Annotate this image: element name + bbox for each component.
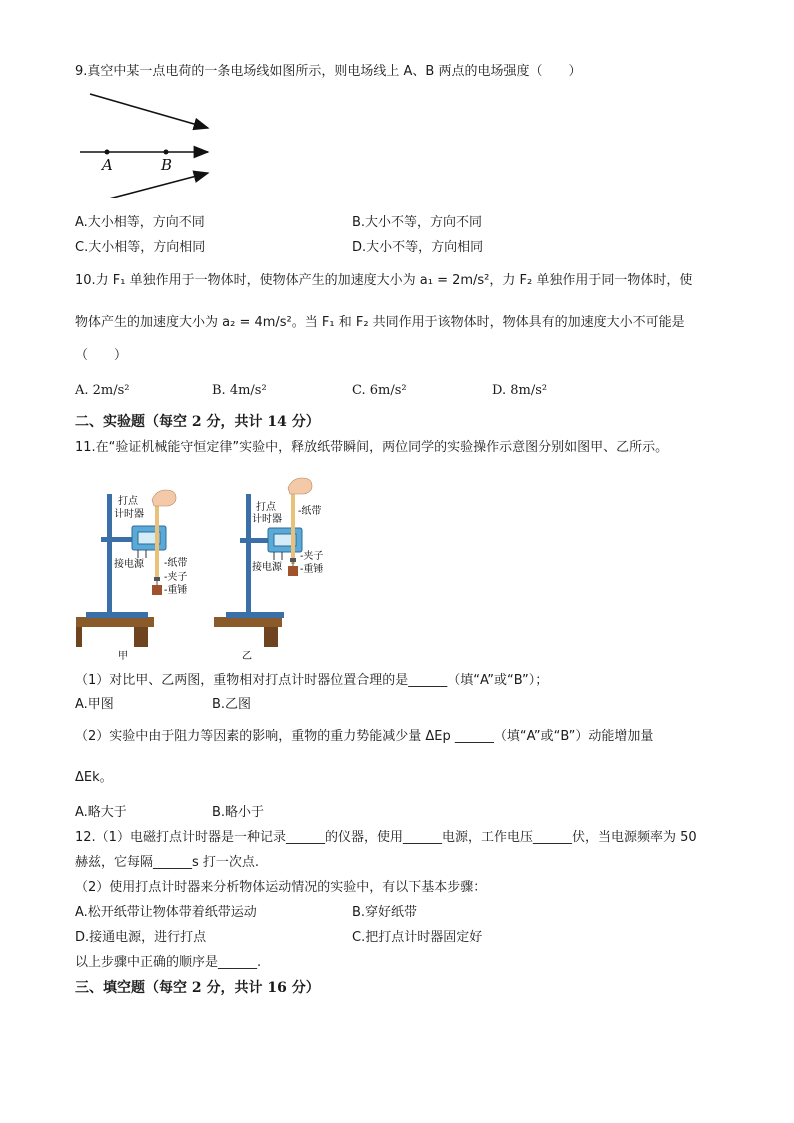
- q11-stem: 11.在“验证机械能守恒定律”实验中，释放纸带瞬间，两位同学的实验操作示意图分别如图甲、乙所示。: [75, 440, 669, 455]
- label-timer-line2: 计时器: [252, 514, 282, 525]
- q11-part2-line1: （2）实验中由于阻力等因素的影响，重物的重力势能减少量 ΔEp ______（填“A”或“B”）动能增加量: [75, 729, 654, 744]
- q11-part1: （1）对比甲、乙两图，重物相对打点计时器位置合理的是______（填“A”或“B”）；: [75, 673, 549, 688]
- label-tape: -纸带: [164, 558, 188, 569]
- q12-order: 以上步骤中正确的顺序是______.: [75, 955, 262, 970]
- q10-line1: 10.力 F₁ 单独作用于一物体时，使物体产生的加速度大小为 a₁ = 2m/s²，力 F₂ 单独作用于同一物体时，使: [75, 273, 693, 288]
- q12-part2: （2）使用打点计时器来分析物体运动情况的实验中，有以下基本步骤：: [75, 880, 487, 895]
- paper-tape: [291, 484, 295, 564]
- weight-block: [288, 566, 298, 576]
- q12-step-d: D.接通电源，进行打点: [75, 930, 207, 945]
- q10-option-b: B. 4m/s²: [212, 383, 267, 398]
- q9-option-c: C.大小相等，方向相同: [75, 240, 206, 255]
- caption-yi: 乙: [242, 651, 252, 662]
- q10-line3: （ ）: [75, 348, 128, 363]
- stand-pole: [107, 494, 112, 614]
- q10-option-c: C. 6m/s²: [352, 383, 407, 398]
- point-a-label: A: [102, 156, 113, 174]
- label-timer-line1: 打点: [118, 496, 138, 507]
- q9-option-b: B.大小不等，方向不同: [352, 215, 483, 230]
- weight-block: [152, 585, 162, 595]
- q11-part2-option-a: A.略大于: [75, 805, 127, 820]
- paper-tape: [155, 497, 159, 577]
- q11-part2-option-b: B.略小于: [212, 805, 265, 820]
- q9-stem: 9.真空中某一点电荷的一条电场线如图所示，则电场线上 A、B 两点的电场强度（ ）: [75, 64, 582, 79]
- table-leg: [134, 627, 148, 647]
- label-clip: -夹子: [164, 572, 188, 583]
- apparatus-figure-jia: [74, 482, 204, 662]
- stand-base: [86, 612, 148, 618]
- q10-line2: 物体产生的加速度大小为 a₂ = 4m/s²。当 F₁ 和 F₂ 共同作用于该物体时，物体具有的加速度大小不可能是: [75, 315, 685, 330]
- q12-step-c: C.把打点计时器固定好: [352, 930, 483, 945]
- field-line-upper: [90, 94, 208, 128]
- label-weight: -重锤: [300, 564, 324, 575]
- section-2-title: 二、实验题（每空 2 分，共计 14 分）: [75, 414, 320, 430]
- table-top: [214, 617, 282, 627]
- label-tape: -纸带: [298, 506, 322, 517]
- q11-part2-line2: ΔEk。: [75, 770, 113, 785]
- q12-line2: 赫兹，它每隔______s 打一次点.: [75, 855, 260, 870]
- label-clip: -夹子: [300, 551, 324, 562]
- q10-option-a: A. 2m/s²: [75, 383, 130, 398]
- section-3-title: 三、填空题（每空 2 分，共计 16 分）: [75, 980, 320, 996]
- point-b-dot: [164, 150, 169, 155]
- q11-part1-option-b: B.乙图: [212, 697, 252, 712]
- clip-shape: [290, 558, 296, 562]
- point-a-dot: [105, 150, 110, 155]
- label-weight: -重锤: [164, 585, 188, 596]
- stand-base: [226, 612, 284, 618]
- label-power: 接电源: [252, 562, 282, 573]
- q12-line1: 12.（1）电磁打点计时器是一种记录______的仪器，使用______电源，工作电压______伏，当电源频率为 50: [75, 830, 697, 845]
- table-top: [76, 617, 154, 627]
- label-power: 接电源: [114, 559, 144, 570]
- apparatus-figure-yi: [212, 474, 342, 662]
- clip-shape: [154, 577, 160, 581]
- q10-option-d: D. 8m/s²: [492, 383, 548, 398]
- q9-option-a: A.大小相等，方向不同: [75, 215, 205, 230]
- q11-part1-option-a: A.甲图: [75, 697, 114, 712]
- hand-shape: [288, 478, 312, 494]
- q12-step-a: A.松开纸带让物体带着纸带运动: [75, 905, 257, 920]
- q9-option-d: D.大小不等，方向相同: [352, 240, 484, 255]
- table-front: [76, 627, 82, 647]
- label-timer-line1: 打点: [256, 502, 276, 513]
- field-line-lower: [90, 173, 208, 198]
- label-timer-line2: 计时器: [114, 509, 144, 520]
- caption-jia: 甲: [118, 651, 128, 662]
- electric-field-line-figure: [78, 88, 218, 198]
- point-b-label: B: [161, 156, 173, 174]
- stand-pole: [246, 494, 251, 614]
- hand-shape: [152, 490, 176, 506]
- q12-step-b: B.穿好纸带: [352, 905, 418, 920]
- table-leg: [264, 627, 278, 647]
